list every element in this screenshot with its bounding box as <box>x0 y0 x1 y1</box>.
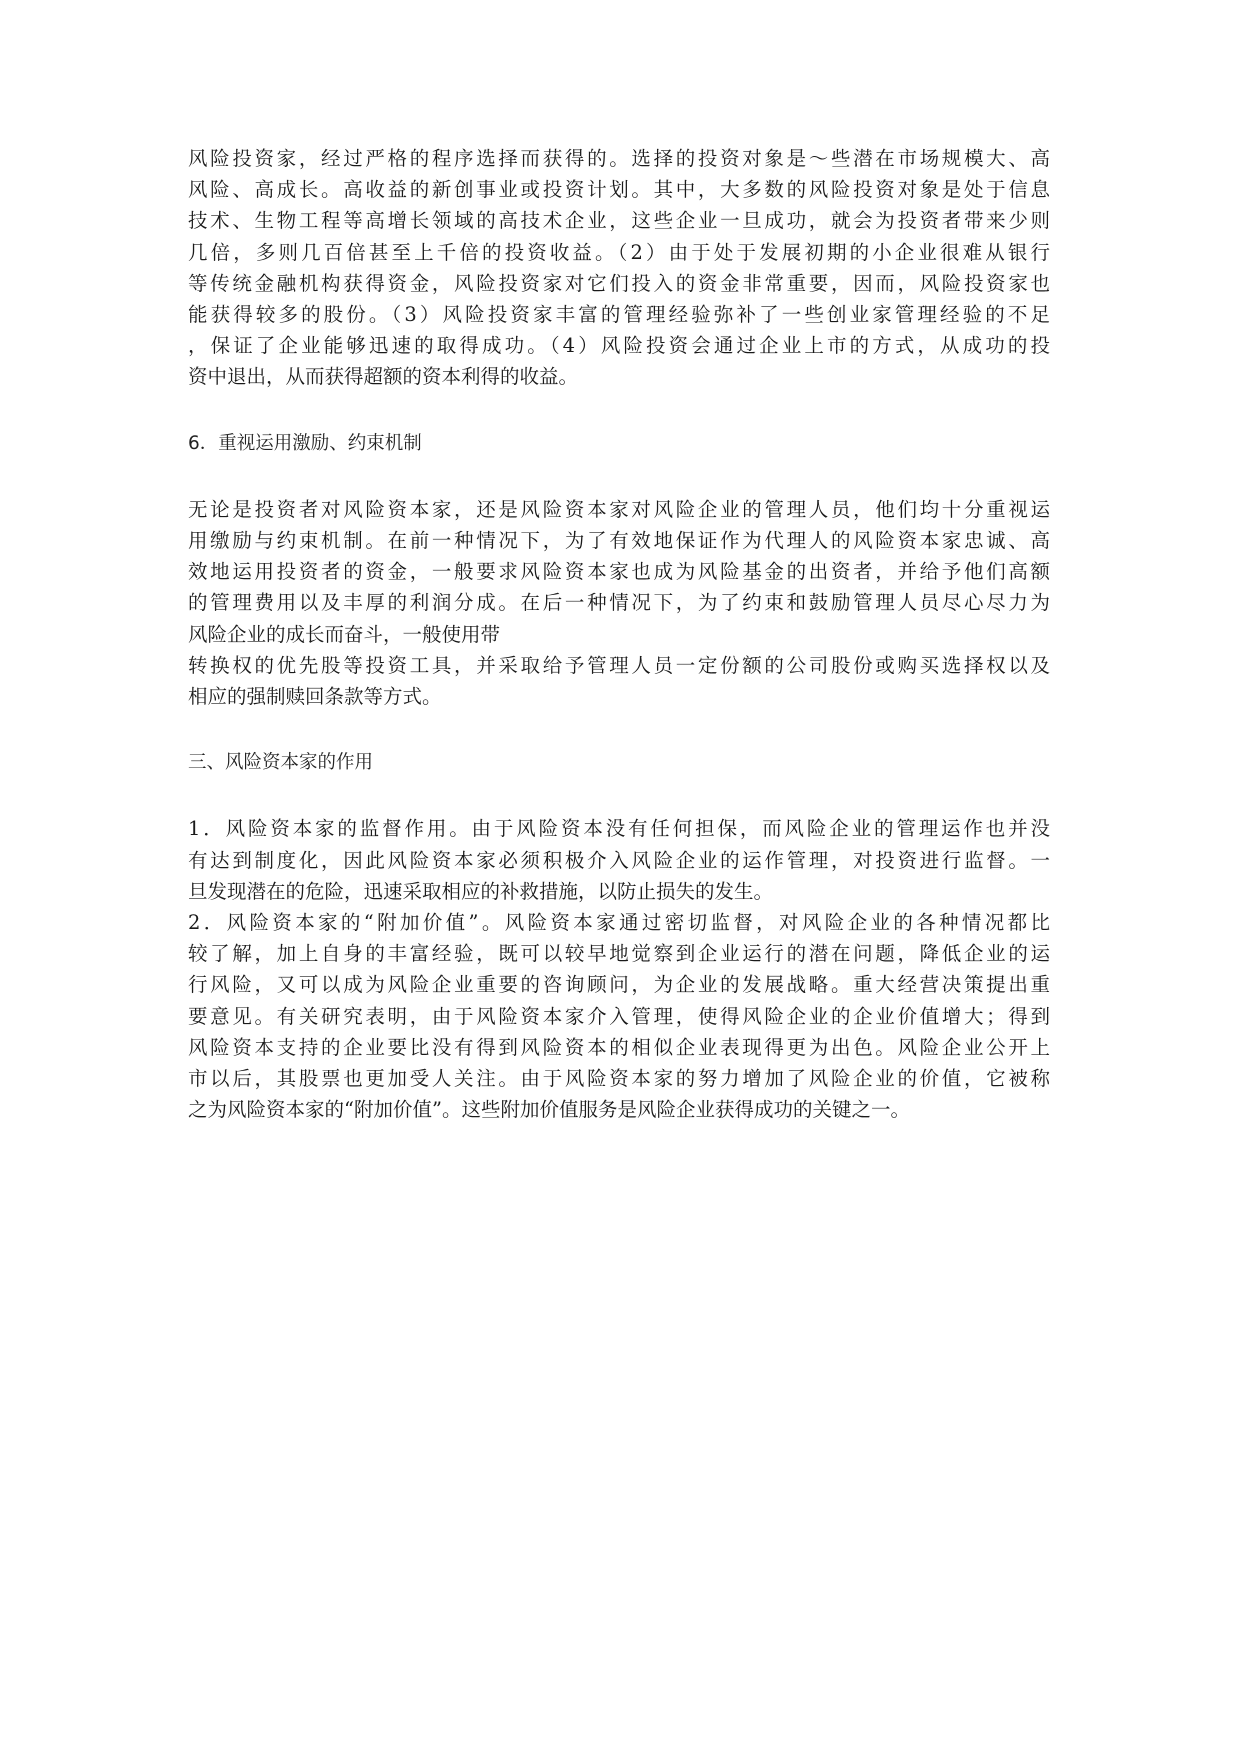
text-line: 能获得较多的股份。（3）风险投资家丰富的管理经验弥补了一些创业家管理经验的不足 <box>188 303 1050 327</box>
text-line: 转换权的优先股等投资工具，并采取给予管理人员一定份额的公司股份或购买选择权以及 <box>188 653 1050 677</box>
section-heading-role-of-venture-capitalists: 三、风险资本家的作用 <box>188 752 374 774</box>
text-line: 技术、生物工程等高增长领域的高技术企业，这些企业一旦成功，就会为投资者带来少则 <box>188 209 1050 233</box>
text-line: 较了解，加上自身的丰富经验，既可以较早地觉察到企业运行的潜在问题，降低企业的运 <box>188 942 1050 966</box>
text-line: 用缴励与约束机制。在前一种情况下，为了有效地保证作为代理人的风险资本家忠诚、高 <box>188 529 1050 553</box>
paragraph-incentive-mechanism <box>188 494 1050 712</box>
text-line: ，保证了企业能够迅速的取得成功。（4）风险投资会通过企业上市的方式，从成功的投 <box>188 334 1050 358</box>
text-line: 市以后，其股票也更加受人关注。由于风险资本家的努力增加了风险企业的价值，它被称 <box>188 1067 1050 1091</box>
paragraph-added-value <box>188 907 1050 1125</box>
text-line: 风险资本支持的企业要比没有得到风险资本的相似企业表现得更为出色。风险企业公开上 <box>188 1035 1050 1059</box>
text-line: 相应的强制赎回条款等方式。 <box>188 685 442 709</box>
text-line: 几倍，多则几百倍甚至上千倍的投资收益。（2）由于处于发展初期的小企业很难从银行 <box>188 240 1050 264</box>
text-line: 无论是投资者对风险资本家，还是风险资本家对风险企业的管理人员，他们均十分重视运 <box>188 497 1050 521</box>
text-line: 资中退出，从而获得超额的资本利得的收益。 <box>188 365 579 389</box>
text-line: 效地运用投资者的资金，一般要求风险资本家也成为风险基金的出资者，并给予他们高额 <box>188 560 1050 584</box>
text-line: 风险投资家，经过严格的程序选择而获得的。选择的投资对象是～些潜在市场规模大、高 <box>188 147 1050 170</box>
paragraph-venture-investor-returns <box>188 143 1050 393</box>
text-line: 有达到制度化，因此风险资本家必须积极介入风险企业的运作管理，对投资进行监督。一 <box>188 848 1050 872</box>
text-line: 1．风险资本家的监督作用。由于风险资本没有任何担保，而风险企业的管理运作也并没 <box>188 817 1050 841</box>
text-line: 要意见。有关研究表明，由于风险资本家介入管理，使得风险企业的企业价值增大；得到 <box>188 1004 1050 1028</box>
section-heading-incentive-mechanism: 6．重视运用激励、约束机制 <box>188 432 422 454</box>
text-line: 行风险，又可以成为风险企业重要的咨询顾问，为企业的发展战略。重大经营决策提出重 <box>188 973 1050 997</box>
text-line: 风险企业的成长而奋斗，一般使用带 <box>188 622 501 646</box>
text-line: 的管理费用以及丰厚的利润分成。在后一种情况下，为了约束和鼓励管理人员尽心尽力为 <box>188 591 1050 615</box>
text-line: 2．风险资本家的“附加价值”。风险资本家通过密切监督，对风险企业的各种情况都比 <box>188 911 1050 935</box>
text-line: 之为风险资本家的“附加价值”。这些附加价值服务是风险企业获得成功的关键之一。 <box>188 1098 910 1122</box>
text-line: 等传统金融机构获得资金，风险投资家对它们投入的资金非常重要，因而，风险投资家也 <box>188 271 1050 295</box>
text-line: 风险、高成长。高收益的新创事业或投资计划。其中，大多数的风险投资对象是处于信息 <box>188 178 1050 202</box>
document-page <box>188 143 1050 1125</box>
text-line: 旦发现潜在的危险，迅速采取相应的补救措施，以防止损失的发生。 <box>188 879 774 903</box>
paragraph-supervision-role <box>188 813 1050 907</box>
